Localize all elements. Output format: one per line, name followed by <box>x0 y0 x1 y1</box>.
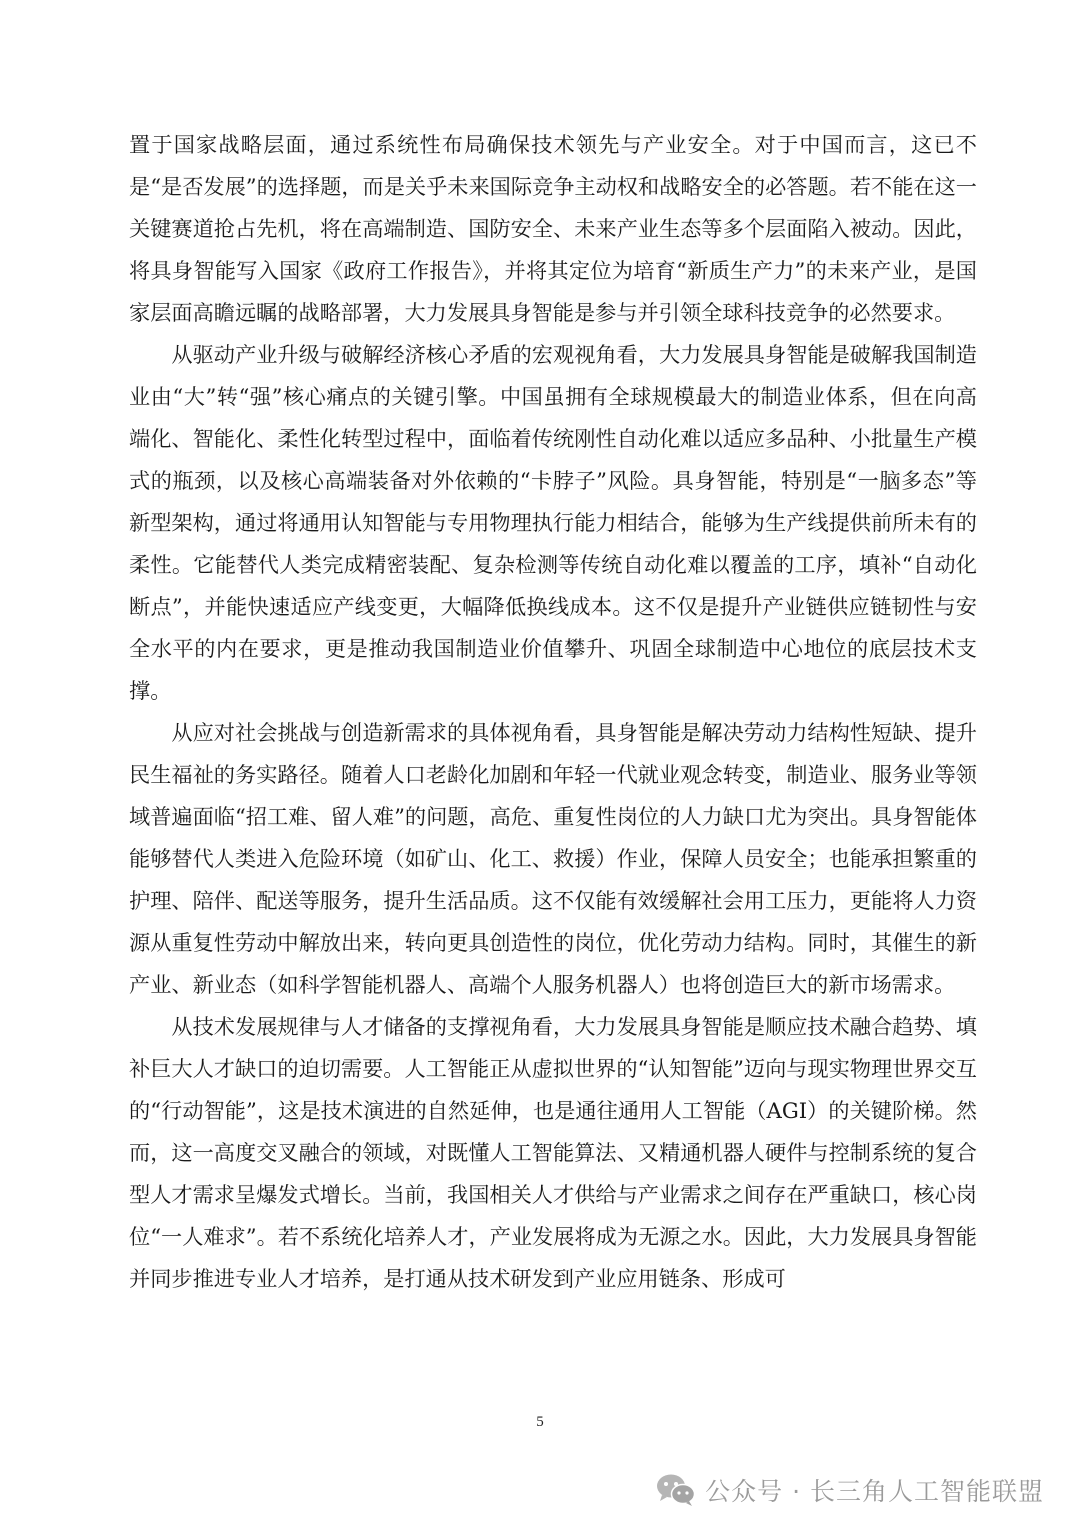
watermark-text: 公众号 · 长三角人工智能联盟 <box>705 1477 1044 1506</box>
wechat-icon <box>655 1472 697 1508</box>
watermark <box>655 1470 1044 1510</box>
paragraph: 从技术发展规律与人才储备的支撑视角看，大力发展具身智能是顺应技术融合趋势、填补巨大人才缺口的迫切需要。人工智能正从虚拟世界的“认知智能”迈向与现实物理世界交互的“行动智能”，这是技术演进的自然延伸，也是通往通用人工智能（AGI）的关键阶梯。然而，这一高度交叉融合的领域，对既懂人工智能算法、又精通机器人硬件与控制系统的复合型人才需求呈爆发式增长。当前，我国相关人才供给与产业需求之间存在严重缺口，核心岗位“一人难求”。若不系统化培养人才，产业发展将成为无源之水。因此，大力发展具身智能并同步推进专业人才培养，是打通从技术研发到产业应用链条、形成可 <box>129 1014 977 1291</box>
paragraph-continued: 置于国家战略层面，通过系统性布局确保技术领先与产业安全。对于中国而言，这已不是“是否发展”的选择题，而是关乎未来国际竞争主动权和战略安全的必答题。若不能在这一关键赛道抢占先机，将在高端制造、国防安全、未来产业生态等多个层面陷入被动。因此，将具身智能写入国家《政府工作报告》，并将其定位为培育“新质生产力”的未来产业，是国家层面高瞻远瞩的战略部署，大力发展具身智能是参与并引领全球科技竞争的必然要求。 <box>129 132 977 325</box>
paragraph: 从驱动产业升级与破解经济核心矛盾的宏观视角看，大力发展具身智能是破解我国制造业由“大”转“强”核心痛点的关键引擎。中国虽拥有全球规模最大的制造业体系，但在向高端化、智能化、柔性化转型过程中，面临着传统刚性自动化难以适应多品种、小批量生产模式的瓶颈，以及核心高端装备对外依赖的“卡脖子”风险。具身智能，特别是“一脑多态”等新型架构，通过将通用认知智能与专用物理执行能力相结合，能够为生产线提供前所未有的柔性。它能替代人类完成精密装配、复杂检测等传统自动化难以覆盖的工序，填补“自动化断点”，并能快速适应产线变更，大幅降低换线成本。这不仅是提升产业链供应链韧性与安全水平的内在要求，更是推动我国制造业价值攀升、巩固全球制造中心地位的底层技术支撑。 <box>129 342 977 703</box>
page-number: 5 <box>536 1414 544 1430</box>
paragraph: 从应对社会挑战与创造新需求的具体视角看，具身智能是解决劳动力结构性短缺、提升民生福祉的务实路径。随着人口老龄化加剧和年轻一代就业观念转变，制造业、服务业等领域普遍面临“招工难、留人难”的问题，高危、重复性岗位的人力缺口尤为突出。具身智能体能够替代人类进入危险环境（如矿山、化工、救援）作业，保障人员安全；也能承担繁重的护理、陪伴、配送等服务，提升生活品质。这不仅能有效缓解社会用工压力，更能将人力资源从重复性劳动中解放出来，转向更具创造性的岗位，优化劳动力结构。同时，其催生的新产业、新业态（如科学智能机器人、高端个人服务机器人）也将创造巨大的新市场需求。 <box>129 720 977 997</box>
document-body <box>129 124 977 1300</box>
